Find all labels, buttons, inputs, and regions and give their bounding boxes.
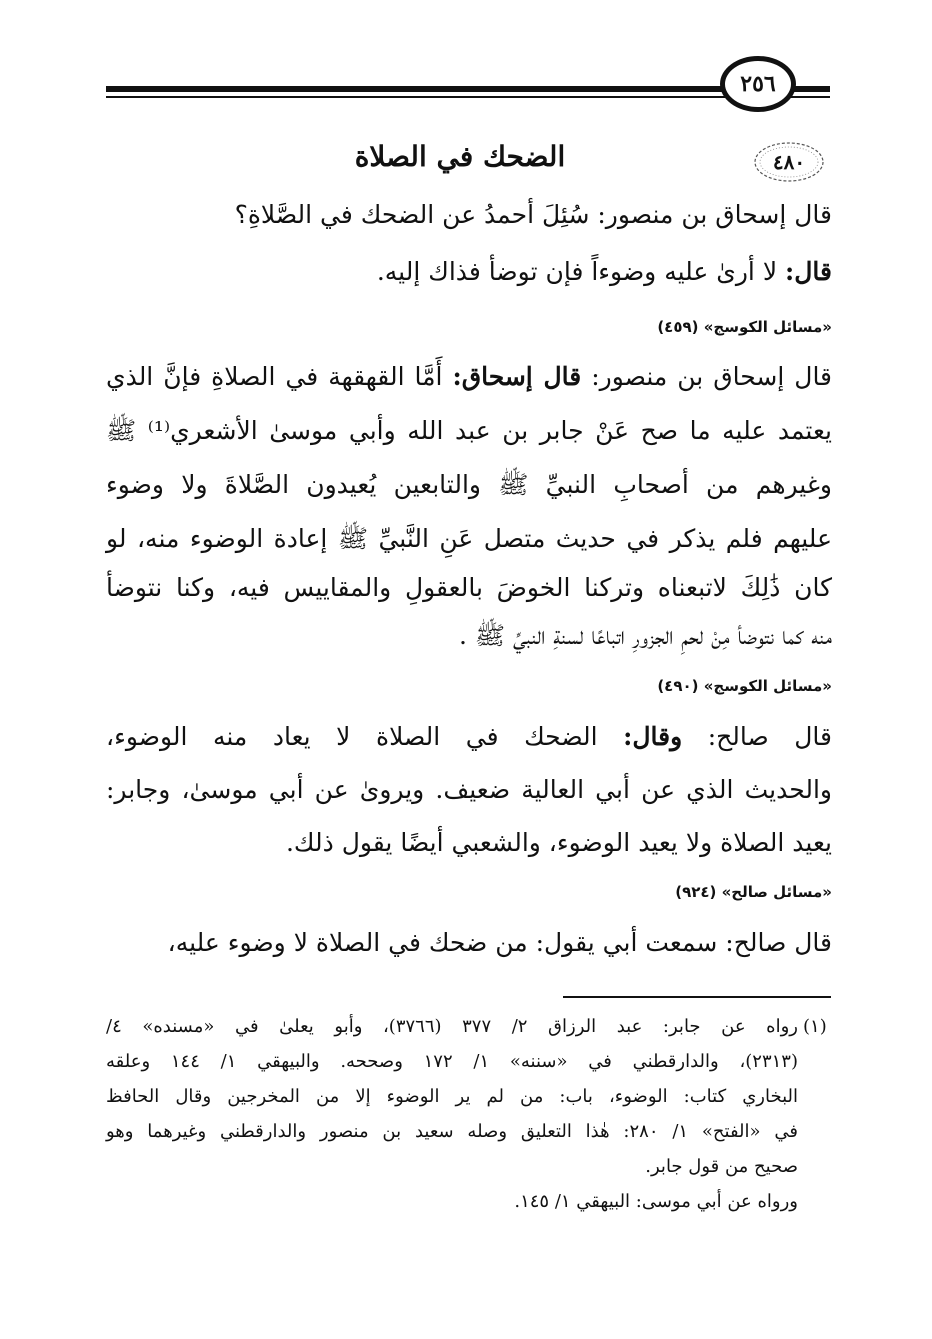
footnote-line: ورواه عن أبي موسى: البيهقي ١/ ١٤٥. [514,1191,798,1212]
chapter-number-ornament [752,140,826,184]
footnote-line: رواه عن جابر: عبد الرزاق ٢/ ٣٧٧ (٣٧٦٦)، وأبو يعلىٰ في «مسنده» ٤/ [106,1016,798,1037]
source-citation: «مسائل الكوسج» (٤٥٩) [657,318,832,336]
source-citation: «مسائل صالح» (٩٢٤) [675,883,832,901]
footnote-line: في «الفتح» ١/ ٢٨٠: هٰذا التعليق وصله سعيد بن منصور والدارقطني وغيرهما وهو [106,1121,798,1142]
footnote-line: البخاري كتاب: الوضوء، باب: من لم ير الوضوء إلا من المخرجين وقال الحافظ [106,1086,798,1107]
body-line: عليهم فلم يذكر في حديث متصل عَنِ النَّبيِّ ﷺ إعادة الوضوء منه، لو [106,524,832,553]
body-text: أَمَّا القهقهة في الصلاةِ فإنَّ الذي [106,362,453,391]
body-text: قال إسحاق بن منصور: [581,362,833,391]
footnote-number: (١) [803,1016,827,1037]
header-rule-thin [106,96,830,98]
body-text: الضحك في الصلاة لا يعاد منه الوضوء، [106,722,624,751]
body-line [377,257,832,286]
body-line: يعتمد عليه ما صح عَنْ جابر بن عبد الله وأبي موسىٰ الأشعري⁽¹⁾ ﷺ [106,416,832,445]
body-line [106,722,832,751]
speaker-label: وقال: [623,722,683,751]
chapter-number: ٤٨٠ [772,150,806,174]
source-citation: «مسائل الكوسج» (٤٩٠) [657,677,832,695]
body-line: قال إسحاق بن منصور: سُئِلَ أحمدُ عن الضحك في الصَّلاةِ؟ [234,200,832,229]
speaker-label: قال إسحاق: [452,362,582,391]
footnote-line: صحيح من قول جابر. [645,1156,798,1177]
body-line: منه كما نتوضأ مِنْ لحمِ الجزورِ اتباعًا لسنةِ النبيِّ ﷺ . [458,621,832,650]
body-line: والحديث الذي عن أبي العالية ضعيف. ويروىٰ عن أبي موسىٰ، وجابر: [106,775,832,804]
body-line: وغيرهم من أصحابِ النبيِّ ﷺ والتابعين يُعيدون الصَّلاةَ ولا وضوء [106,470,832,499]
chapter-title: الضحك في الصلاة [354,140,566,173]
body-line: كان ذَٰلِكَ لاتبعناه وتركنا الخوضَ بالعقولِ والمقاييس فيه، وكنا نتوضأ [106,573,832,602]
body-line [106,362,832,391]
speaker-label: قال: [785,257,832,286]
body-text: قال صالح: [682,722,832,751]
body-text: لا أرىٰ عليه وضوءاً فإن توضأ فذاك إليه. [376,257,786,286]
body-line: يعيد الصلاة ولا يعيد الوضوء، والشعبي أيضًا يقول ذلك. [285,828,832,857]
page-number-badge [720,56,796,112]
body-line: قال صالح: سمعت أبي يقول: من ضحك في الصلاة لا وضوء عليه، [167,928,832,957]
footnote-separator [563,996,831,998]
page-number: ٢٥٦ [740,71,776,97]
footnote-line: (٢٣١٣)، والدارقطني في «سننه» ١/ ١٧٢ وصححه. والبيهقي ١/ ١٤٤ وعلقه [106,1051,798,1072]
